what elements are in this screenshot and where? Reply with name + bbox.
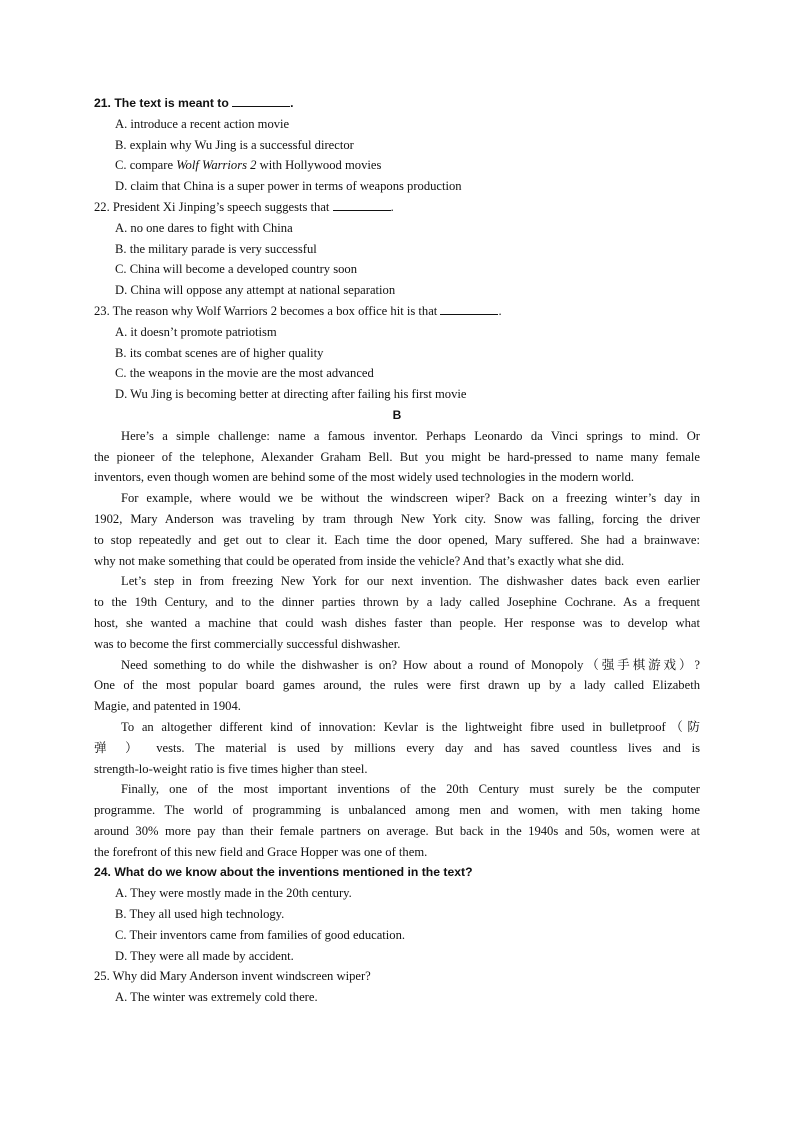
- question-stem: 21. The text is meant to .: [94, 96, 294, 110]
- answer-option: D. claim that China is a super power in terms of weapons production: [115, 179, 462, 194]
- answer-option: A. They were mostly made in the 20th century.: [115, 886, 352, 901]
- passage-paragraph: [94, 426, 700, 488]
- exam-page: [94, 93, 700, 1008]
- passage-line: Magie, and patented in 1904.: [94, 699, 241, 714]
- passage-line: 弹 ） vests. The material is used by millions every day and has saved countless lives and is: [94, 740, 700, 755]
- passage-line: Here’s a simple challenge: name a famous inventor. Perhaps Leonardo da Vinci springs to mind. Or: [121, 428, 700, 443]
- answer-option: A. no one dares to fight with China: [115, 220, 293, 235]
- answer-option: C. the weapons in the movie are the most advanced: [115, 366, 374, 381]
- answer-option: C. compare Wolf Warriors 2 with Hollywood movies: [115, 158, 382, 173]
- section-label: B: [392, 407, 402, 422]
- passage-paragraph: [94, 779, 700, 862]
- passage-paragraph: [94, 717, 700, 779]
- question-stem: 23. The reason why Wolf Warriors 2 becomes a box office hit is that .: [94, 303, 502, 318]
- passage-line: One of the most popular board games around, the rules were first drawn up by a lady called Elizabeth: [94, 678, 700, 693]
- passage-line: For example, where would we be without the windscreen wiper? Back on a freezing winter’s day in: [121, 491, 700, 506]
- passage-line: inventors, even though women are behind some of the most widely used technologies in the modern world.: [94, 470, 635, 485]
- passage-line: strength-lo-weight ratio is five times higher than steel.: [94, 761, 368, 776]
- question-stem: 22. President Xi Jinping’s speech suggests that .: [94, 199, 394, 214]
- passage-line: Need something to do while the dishwasher is on? How about a round of Monopoly（强手棋游戏）?: [121, 657, 700, 672]
- passage-line: programme. The world of programming is unbalanced among men and women, with men taking home: [94, 803, 700, 818]
- question-stem: 24. What do we know about the inventions mentioned in the text?: [94, 865, 473, 880]
- answer-option: B. They all used high technology.: [115, 907, 285, 922]
- passage-line: host, she wanted a machine that could wash dishes faster than people. Her response was to develop what: [94, 615, 700, 630]
- passage-line: Let’s step in from freezing New York for our next invention. The dishwasher dates back even earlier: [121, 574, 700, 589]
- passage-line: the pioneer of the telephone, Alexander Graham Bell. But you might be hard-pressed to name many female: [94, 449, 700, 464]
- answer-option: A. introduce a recent action movie: [115, 116, 290, 131]
- passage-line: Finally, one of the most important inventions of the 20th Century must surely be the computer: [121, 782, 700, 797]
- answer-option: D. China will oppose any attempt at national separation: [115, 283, 396, 298]
- passage-line: was to become the first commercially successful dishwasher.: [94, 636, 401, 651]
- passage-paragraph: [94, 488, 700, 571]
- question-stem: 25. Why did Mary Anderson invent windscreen wiper?: [94, 969, 371, 984]
- passage-paragraph: [94, 571, 700, 654]
- passage-line: to the 19th Century, and to the dinner parties thrown by a lady called Josephine Cochrane. As a frequent: [94, 595, 700, 610]
- answer-option: B. explain why Wu Jing is a successful director: [115, 137, 354, 152]
- passage-paragraph: [94, 655, 700, 717]
- answer-option: C. Their inventors came from families of good education.: [115, 927, 406, 942]
- answer-option: A. The winter was extremely cold there.: [115, 990, 318, 1005]
- answer-option: B. the military parade is very successful: [115, 241, 317, 256]
- passage-line: 1902, Mary Anderson was traveling by tram through New York city. Snow was falling, forcing the driver: [94, 511, 700, 526]
- answer-option: D. Wu Jing is becoming better at directing after failing his first movie: [115, 387, 467, 402]
- passage-line: to stop repeatedly and get out to clear it. Each time the door opened, Mary suffered. She had a brainwave:: [94, 532, 700, 547]
- answer-blank: [232, 94, 290, 107]
- passage-line: To an altogether different kind of innovation: Kevlar is the lightweight fibre used in bulletproof（防: [121, 719, 700, 734]
- passage-line: the forefront of this new field and Grace Hopper was one of them.: [94, 844, 428, 859]
- answer-blank: [333, 198, 391, 211]
- answer-option: A. it doesn’t promote patriotism: [115, 324, 277, 339]
- answer-option: D. They were all made by accident.: [115, 948, 294, 963]
- passage-line: why not make something that could be operated from inside the vehicle? And that’s exactly what she did.: [94, 553, 625, 568]
- passage-line: around 30% more pay than their female partners on average. But back in the 1940s and 50s, women were at: [94, 823, 700, 838]
- answer-option: B. its combat scenes are of higher quality: [115, 345, 324, 360]
- answer-blank: [440, 302, 498, 315]
- answer-option: C. China will become a developed country soon: [115, 262, 358, 277]
